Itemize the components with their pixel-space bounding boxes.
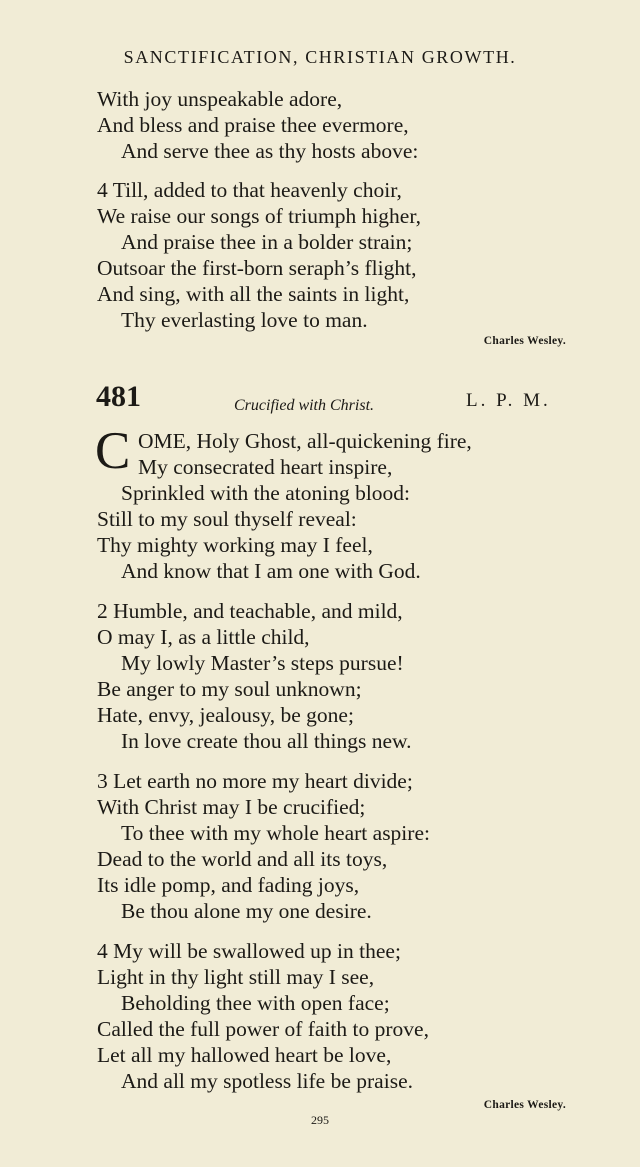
- verse-line: We raise our songs of triumph higher,: [97, 204, 422, 228]
- verse-line: Called the full power of faith to prove,: [97, 1017, 429, 1041]
- author-attribution: Charles Wesley.: [483, 1099, 566, 1111]
- verse-line: O may I, as a little child,: [97, 625, 310, 649]
- verse-line: Let all my hallowed heart be love,: [97, 1043, 392, 1067]
- running-head: SANCTIFICATION, CHRISTIAN GROWTH.: [123, 47, 517, 67]
- verse-line: Outsoar the first-born seraph’s flight,: [97, 256, 417, 280]
- verse-line: And praise thee in a bolder strain;: [121, 230, 413, 254]
- verse-line: To thee with my whole heart aspire:: [121, 821, 430, 845]
- verse-line: Its idle pomp, and fading joys,: [97, 873, 360, 897]
- verse-line: Beholding thee with open face;: [121, 991, 390, 1015]
- verse-line: And serve thee as thy hosts above:: [121, 139, 419, 163]
- verse-line: My lowly Master’s steps pursue!: [121, 651, 404, 675]
- hymn-meter: L. P. M.: [466, 390, 551, 411]
- page-number: 295: [311, 1113, 329, 1127]
- hymn-number: 481: [96, 380, 141, 413]
- verse-line: OME, Holy Ghost, all-quickening fire,: [138, 429, 472, 453]
- verse-line: 3 Let earth no more my heart divide;: [97, 769, 413, 793]
- verse-line: With joy unspeakable adore,: [97, 87, 343, 111]
- hymn-title: Crucified with Christ.: [234, 397, 375, 414]
- verse-line: With Christ may I be crucified;: [97, 795, 366, 819]
- verse-line: And sing, with all the saints in light,: [97, 282, 410, 306]
- verse-line: 4 Till, added to that heavenly choir,: [97, 178, 402, 202]
- verse-line: Still to my soul thyself reveal:: [97, 507, 357, 531]
- verse-line: And bless and praise thee evermore,: [97, 113, 409, 137]
- verse-line: Sprinkled with the atoning blood:: [121, 481, 411, 505]
- verse-line: Hate, envy, jealousy, be gone;: [97, 703, 354, 727]
- verse-line: Be anger to my soul unknown;: [97, 677, 362, 701]
- verse-line: 2 Humble, and teachable, and mild,: [97, 599, 403, 623]
- verse-line: Light in thy light still may I see,: [97, 965, 375, 989]
- verse-line: And know that I am one with God.: [121, 559, 421, 583]
- drop-cap: C: [95, 422, 131, 480]
- verse-line: Thy mighty working may I feel,: [97, 533, 373, 557]
- verse-line: Dead to the world and all its toys,: [97, 847, 388, 871]
- verse-line: 4 My will be swallowed up in thee;: [97, 939, 401, 963]
- verse-line: In love create thou all things new.: [121, 729, 412, 753]
- author-attribution: Charles Wesley.: [483, 335, 566, 347]
- verse-line: Thy everlasting love to man.: [121, 308, 368, 332]
- verse-line: Be thou alone my one desire.: [121, 899, 372, 923]
- verse-line: And all my spotless life be praise.: [121, 1069, 413, 1093]
- verse-line: My consecrated heart inspire,: [138, 455, 393, 479]
